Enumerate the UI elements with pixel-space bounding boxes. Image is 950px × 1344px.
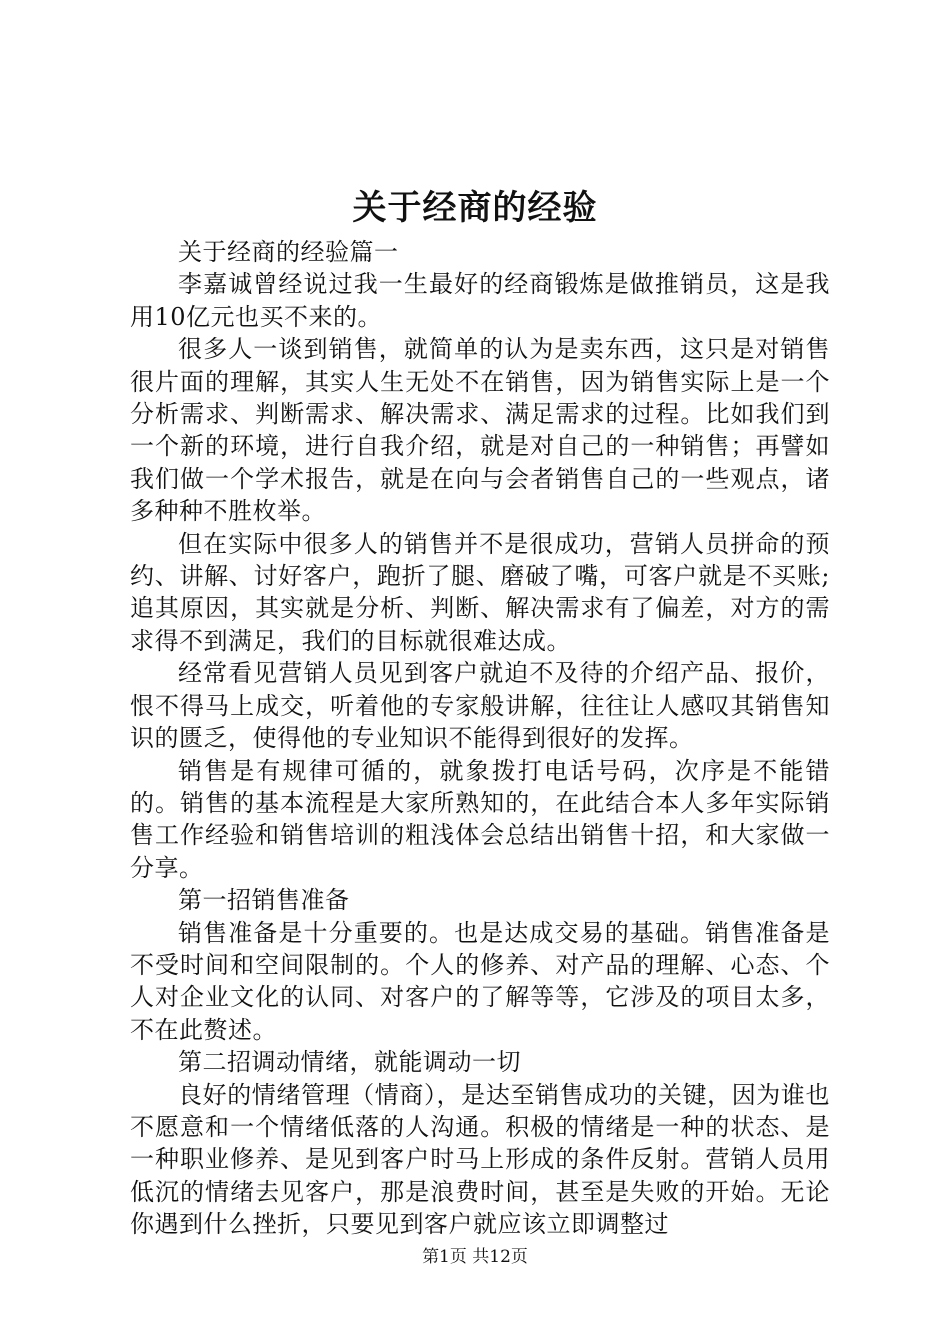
paragraph: 销售是有规律可循的，就象拨打电话号码，次序是不能错的。销售的基本流程是大家所熟知的，在此结合本人多年实际销售工作经验和销售培训的粗浅体会总结出销售十招，和大家做一分享。 — [130, 756, 830, 882]
paragraph: 良好的情绪管理（情商），是达至销售成功的关键，因为谁也不愿意和一个情绪低落的人沟通。积极的情绪是一种的状态、是一种职业修养、是见到客户时马上形成的条件反射。营销人员用低沉的情绪去见客户，那是浪费时间，甚至是失败的开始。无论你遇到什么挫折，只要见到客户就应该立即调整过 — [130, 1080, 830, 1239]
paragraph: 销售准备是十分重要的。也是达成交易的基础。销售准备是不受时间和空间限制的。个人的修养、对产品的理解、心态、个人对企业文化的认同、对客户的了解等等，它涉及的项目太多，不在此赘述。 — [130, 918, 830, 1044]
paragraph: 李嘉诚曾经说过我一生最好的经商锻炼是做推销员，这是我用10亿元也买不来的。 — [130, 270, 830, 331]
document-title: 关于经商的经验 — [352, 188, 598, 228]
paragraph: 很多人一谈到销售，就简单的认为是卖东西，这只是对销售很片面的理解，其实人生无处不在销售，因为销售实际上是一个分析需求、判断需求、解决需求、满足需求的过程。比如我们到一个新的环境，进行自我介绍，就是对自己的一种销售；再譬如我们做一个学术报告，就是在向与会者销售自己的一些观点，诸多种种不胜枚举。 — [130, 335, 830, 526]
paragraph: 但在实际中很多人的销售并不是很成功，营销人员拼命的预约、讲解、讨好客户，跑折了腿、磨破了嘴，可客户就是不买账;追其原因，其实就是分析、判断、解决需求有了偏差，对方的需求得不到满足，我们的目标就很难达成。 — [130, 529, 830, 655]
page-number-footer: 第1页 共12页 — [422, 1247, 528, 1267]
heading-step-2: 第二招调动情绪，就能调动一切 — [178, 1048, 521, 1077]
document-body — [130, 236, 830, 1241]
paragraph: 经常看见营销人员见到客户就迫不及待的介绍产品、报价，恨不得马上成交，听着他的专家般讲解，往往让人感叹其销售知识的匮乏，使得他的专业知识不能得到很好的发挥。 — [130, 659, 830, 753]
heading-step-1: 第一招销售准备 — [178, 886, 350, 915]
heading-section-1: 关于经商的经验篇一 — [178, 238, 399, 266]
